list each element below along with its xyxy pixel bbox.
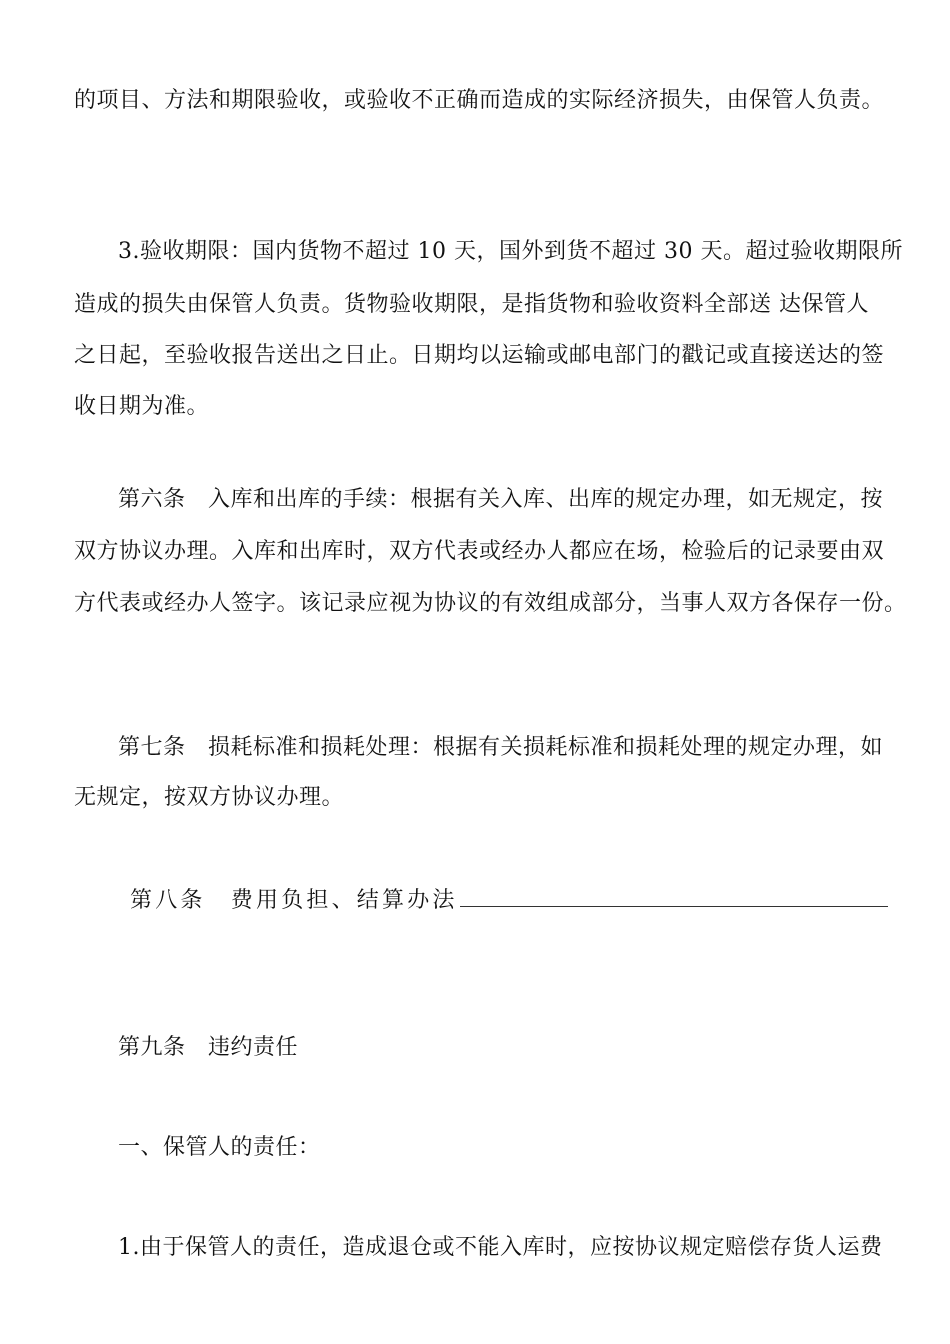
article-6-line: 第六条 入库和出库的手续：根据有关入库、出库的规定办理，如无规定，按	[118, 487, 884, 512]
paragraph-line: 之日起，至验收报告送出之日止。日期均以运输或邮电部门的戳记或直接送达的签	[74, 343, 885, 368]
paragraph-line: 无规定，按双方协议办理。	[74, 785, 345, 810]
paragraph-line: 方代表或经办人签字。该记录应视为协议的有效组成部分，当事人双方各保存一份。	[74, 591, 907, 616]
paragraph-line: 3.验收期限：国内货物不超过 10 天，国外到货不超过 30 天。超过验收期限所	[118, 239, 903, 264]
article-7-line: 第七条 损耗标准和损耗处理：根据有关损耗标准和损耗处理的规定办理，如	[118, 735, 884, 760]
article-8-line	[130, 884, 940, 916]
paragraph-line: 1.由于保管人的责任，造成退仓或不能入库时，应按协议规定赔偿存货人运费	[118, 1235, 883, 1260]
article-9-heading: 第九条 违约责任	[118, 1035, 299, 1060]
section-heading: 一、保管人的责任：	[118, 1135, 321, 1160]
paragraph-line: 收日期为准。	[74, 394, 210, 419]
paragraph-line: 造成的损失由保管人负责。货物验收期限，是指货物和验收资料全部送 达保管人	[74, 292, 869, 317]
article-8-text: 第八条 费用负担、结算办法	[130, 888, 458, 913]
paragraph-line: 双方协议办理。入库和出库时，双方代表或经办人都应在场，检验后的记录要由双	[74, 539, 885, 564]
fill-in-blank	[460, 884, 888, 907]
paragraph-line: 的项目、方法和期限验收，或验收不正确而造成的实际经济损失，由保管人负责。	[74, 88, 885, 113]
